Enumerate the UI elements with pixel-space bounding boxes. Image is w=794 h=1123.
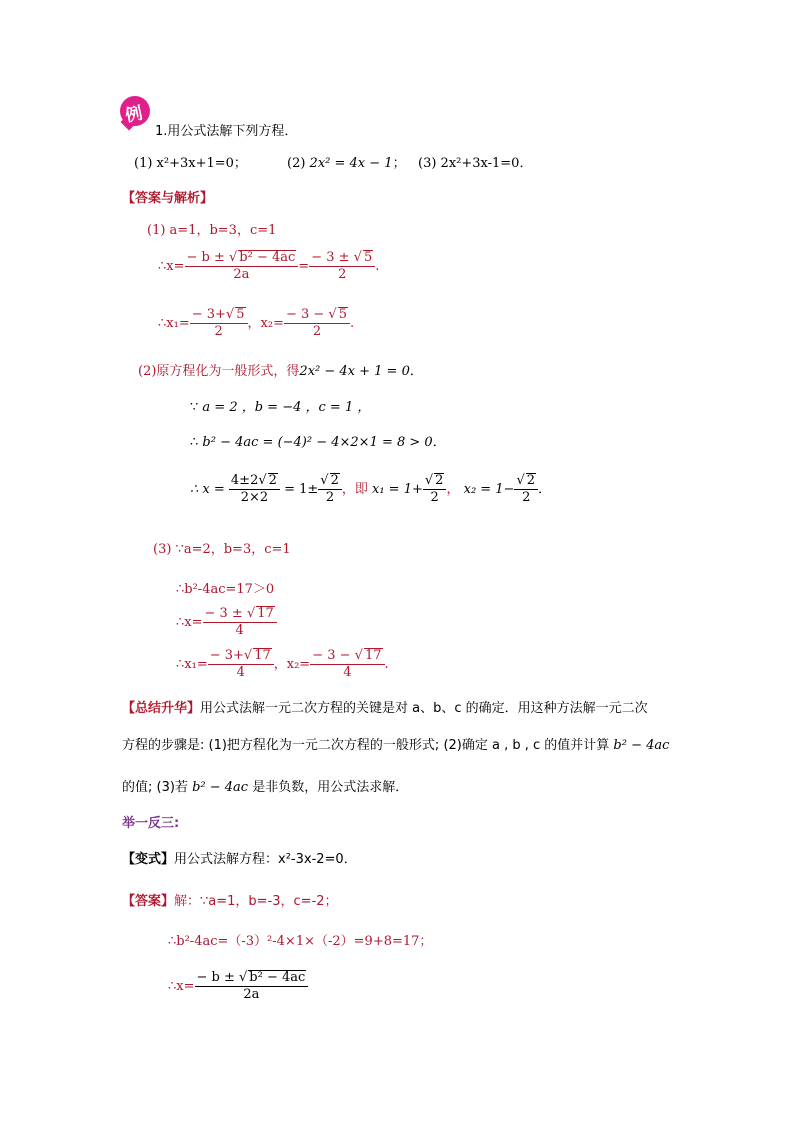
part3-given: (3) ∵a=2，b=3，c=1 [153, 542, 291, 557]
fraction: $\frac{- 3+√ 17}{4}$ [208, 648, 274, 681]
example-badge [120, 96, 150, 126]
fraction: $\frac{√ 2}{2}$ [318, 473, 342, 506]
part1-roots: ∴x₁= $\frac{- 3+√ 5}{2}$ ，x₂= $\frac{- 3 - √ 5}{2}$ . [158, 307, 355, 339]
part2-discriminant: ∴ b² − 4ac = (−4)² − 4×2×1 = 8 > 0． [190, 435, 446, 450]
part1-given: (1) a=1，b=3，c=1 [147, 223, 277, 238]
badge-char: 例 [123, 103, 145, 127]
variant-answer-line: 【答案】解：∵a=1，b=-3，c=-2； [122, 894, 338, 909]
equation-1: (1) x²+3x+1=0； [134, 156, 247, 171]
part1-formula: ∴x= $\frac{\text{− b ± √ b² − 4ac}}{2a}$ = $\frac{- 3 \pm √ 5}{2}$ . [158, 250, 380, 282]
answer-heading: 【答案与解析】 [122, 191, 214, 206]
fraction: $\frac{\text{− b ± √ b² − 4ac}}{2a}$ [195, 970, 309, 1003]
practice-heading: 举一反三: [122, 816, 180, 831]
fraction: $\frac{√ 2}{2}$ [514, 473, 538, 506]
equation-2: (2) 2x² = 4x − 1； [287, 156, 406, 171]
fraction: $\frac{- 3 \pm √ 5}{2}$ [309, 250, 375, 283]
fraction: $\frac{- 3+√ 5}{2}$ [190, 307, 248, 340]
summary-line-2: 方程的步骤是: (1)把方程化为一元二次方程的一般形式; (2)确定 a , b , c 的值并计算 b² − 4ac [122, 738, 670, 753]
part2-solution: ∴ x = $\frac{4\pm 2√ 2}{2\times 2}$ = 1± $\frac{√ 2}{2}$ ，即 x₁ = 1+ $\frac{√ 2}{2}$ ， x₂ = 1− $\frac{√ 2}{2}$ ． [190, 473, 552, 505]
problem-title: 1.用公式法解下列方程． [155, 124, 298, 139]
equation-3: (3) 2x²+3x-1=0． [418, 156, 533, 171]
part2-intro: (2)原方程化为一般形式，得2x² − 4x + 1 = 0． [138, 364, 423, 379]
fraction: $\frac{4\pm 2√ 2}{2\times 2}$ [229, 473, 280, 506]
variant-line: 【变式】用公式法解方程：x²-3x-2=0． [122, 852, 357, 867]
fraction: $\frac{- 3 \pm √ 17}{4}$ [203, 606, 277, 639]
variant-formula: ∴x= $\frac{\text{− b ± √ b² − 4ac}}{2a}$ [168, 970, 308, 1003]
variant-discriminant: ∴b²-4ac=（-3）²-4×1×（-2）=9+8=17； [168, 934, 433, 949]
summary-line-1: 【总结升华】用公式法解一元二次方程的关键是对 a、b、c 的确定．用这种方法解一元二次 [122, 701, 648, 716]
fraction: $\frac{√ 2}{2}$ [423, 473, 447, 506]
part3-roots: ∴x₁= $\frac{- 3+√ 17}{4}$ ，x₂= $\frac{- 3 - √ 17}{4}$ . [176, 648, 389, 680]
part3-formula: ∴x= $\frac{- 3 \pm √ 17}{4}$ [176, 606, 277, 639]
fraction: $\frac{- 3 - √ 17}{4}$ [310, 648, 384, 681]
part3-discriminant: ∴b²-4ac=17＞0 [176, 582, 275, 597]
part2-coefficients: ∵ a = 2 ，b = −4 ，c = 1 ， [190, 400, 371, 415]
fraction: $\frac{- 3 - √ 5}{2}$ [284, 307, 350, 340]
summary-line-3: 的值; (3)若 b² − 4ac 是非负数，用公式法求解． [122, 780, 409, 795]
fraction: $\frac{\text{− b ± √ b² − 4ac}}{2a}$ [185, 250, 299, 283]
